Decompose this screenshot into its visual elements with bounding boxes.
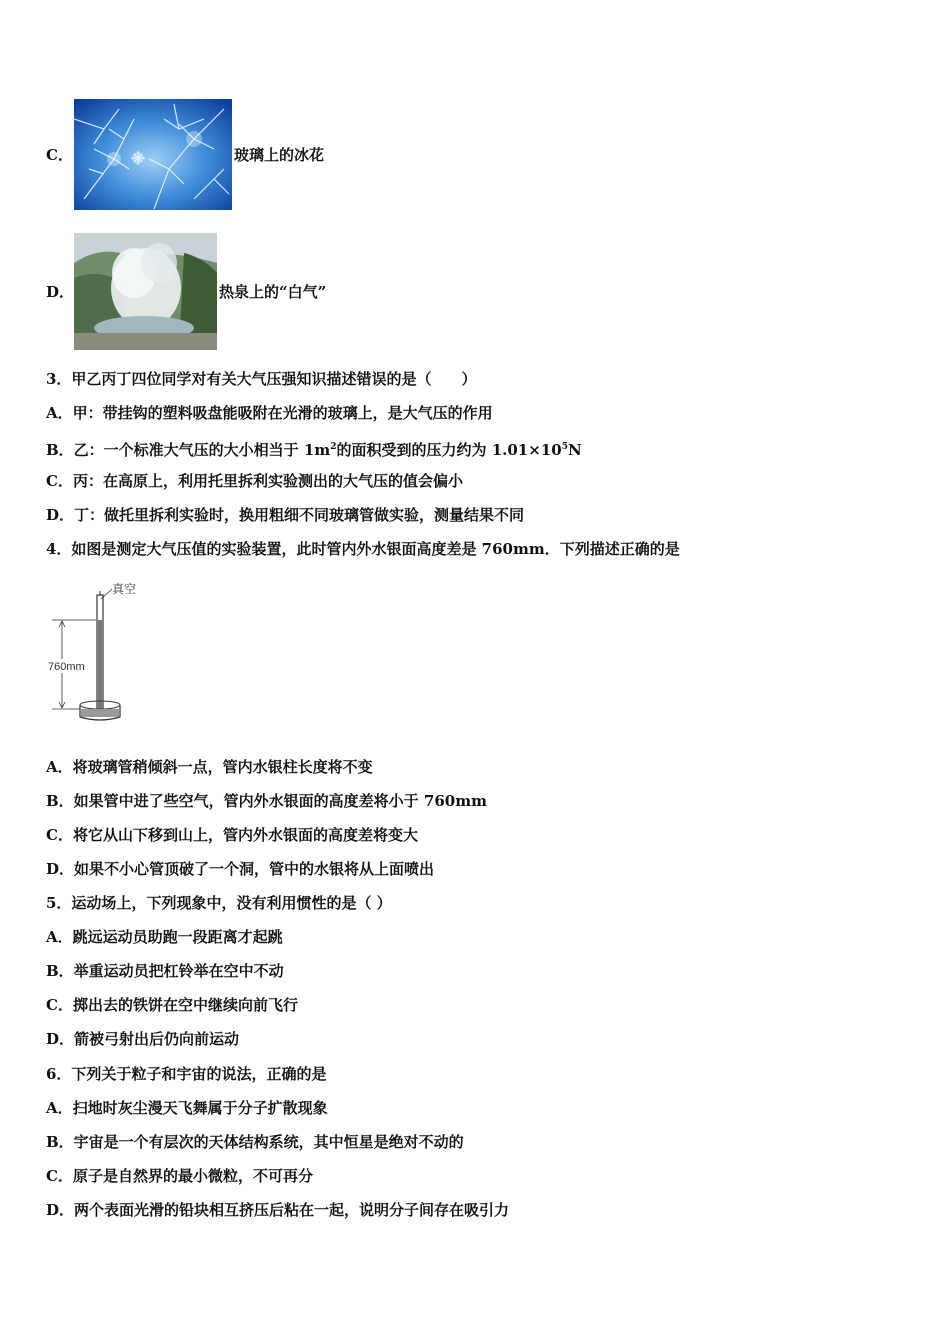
option-caption: 玻璃上的冰花 [234,146,325,164]
q3-option-b-sup1: 2 [330,442,337,452]
vacuum-pointer [101,589,112,599]
option-label: D． [46,283,75,301]
q5-option-c: C．掷出去的铁饼在空中继续向前飞行 [46,996,298,1014]
q2-option-d [46,233,326,350]
q4-option-c: C．将它从山下移到山上，管内外水银面的高度差将变大 [46,826,418,844]
q3-option-b [46,437,582,460]
ice-flower-image [74,99,232,210]
q6-option-b: B．宇宙是一个有层次的天体结构系统，其中恒星是绝对不动的 [46,1133,464,1151]
torricelli-diagram [44,577,154,727]
q3-stem: 3．甲乙丙丁四位同学对有关大气压强知识描述错误的是（ ） [46,370,477,388]
q4-option-d: D．如果不小心管顶破了一个洞，管中的水银将从上面喷出 [46,860,435,878]
q2-option-c [46,99,324,210]
vacuum-label: 真空 [112,582,137,596]
q3-option-b-sup2: 5 [561,442,568,452]
q3-option-b-mid: 的面积受到的压力约为 1.01×10 [336,441,562,459]
q3-option-b-text: B．乙：一个标准大气压的大小相当于 1m [46,441,331,459]
option-caption: 热泉上的“白气” [219,283,327,301]
q5-option-d: D．箭被弓射出后仍向前运动 [46,1030,240,1048]
height-label: 760mm [48,661,85,673]
q4-option-a: A．将玻璃管稍倾斜一点，管内水银柱长度将不变 [46,758,373,776]
q6-option-d: D．两个表面光滑的铅块相互挤压后粘在一起，说明分子间存在吸引力 [46,1201,510,1219]
q4-option-b: B．如果管中进了些空气，管内外水银面的高度差将小于 760mm [46,792,487,810]
q6-option-a: A．扫地时灰尘漫天飞舞属于分子扩散现象 [46,1099,328,1117]
q3-option-a: A．甲：带挂钩的塑料吸盘能吸附在光滑的玻璃上，是大气压的作用 [46,404,493,422]
dish-mercury [81,709,119,717]
q5-option-b: B．举重运动员把杠铃举在空中不动 [46,962,284,980]
q5-stem: 5．运动场上，下列现象中，没有利用惯性的是（ ） [46,894,392,912]
q4-stem: 4．如图是测定大气压值的实验装置，此时管内外水银面高度差是 760mm．下列描述正确的是 [46,540,680,558]
option-label: C． [46,146,73,164]
q3-option-d: D．丁：做托里拆利实验时，换用粗细不同玻璃管做实验，测量结果不同 [46,506,525,524]
q6-option-c: C．原子是自然界的最小微粒，不可再分 [46,1167,313,1185]
q5-option-a: A．跳远运动员助跑一段距离才起跳 [46,928,283,946]
q3-option-c: C．丙：在高原上，利用托里拆利实验测出的大气压的值会偏小 [46,472,463,490]
q3-option-b-unit: N [567,441,582,459]
q6-stem: 6．下列关于粒子和宇宙的说法，正确的是 [46,1065,327,1083]
hot-spring-image [74,233,217,350]
